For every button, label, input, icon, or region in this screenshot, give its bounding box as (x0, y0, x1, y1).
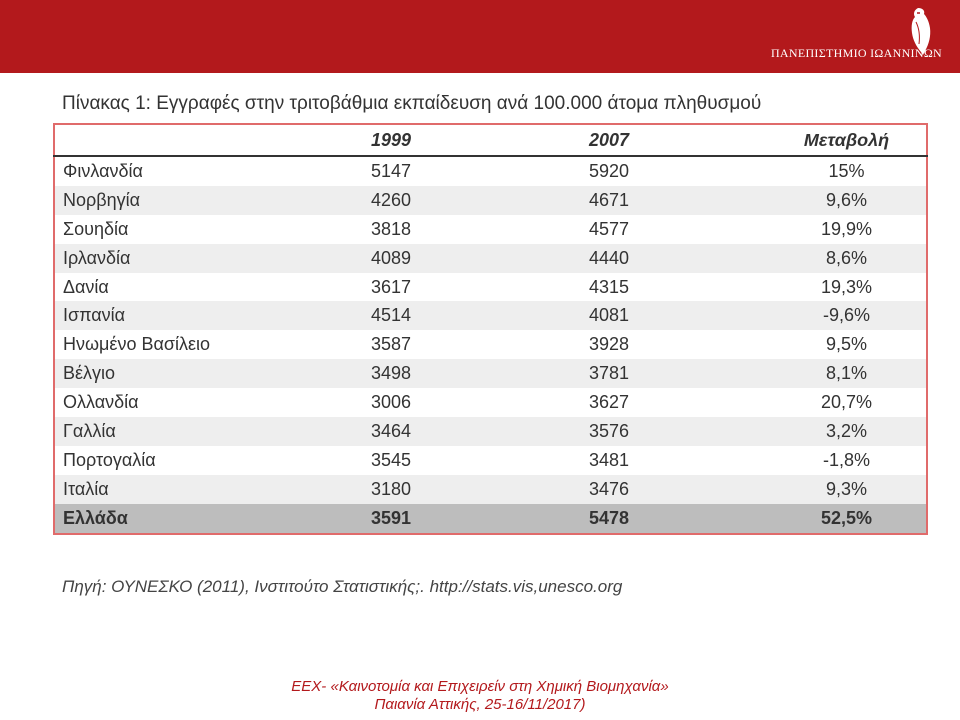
cell-2007: 3476 (589, 475, 767, 504)
cell-1999: 4089 (371, 244, 589, 273)
cell-change: 19,9% (767, 215, 927, 244)
cell-2007: 4440 (589, 244, 767, 273)
cell-1999: 3180 (371, 475, 589, 504)
cell-country: Ισπανία (54, 301, 371, 330)
header-banner (0, 0, 960, 73)
table-row (54, 215, 927, 244)
cell-2007: 4671 (589, 186, 767, 215)
cell-1999: 4260 (371, 186, 589, 215)
cell-1999: 3617 (371, 273, 589, 302)
cell-1999: 5147 (371, 156, 589, 186)
cell-change: 20,7% (767, 388, 927, 417)
cell-country: Ολλανδία (54, 388, 371, 417)
table-caption: Πίνακας 1: Εγγραφές στην τριτοβάθμια εκπαίδευση ανά 100.000 άτομα πληθυσμού (62, 93, 762, 114)
table-row (54, 244, 927, 273)
cell-2007: 4577 (589, 215, 767, 244)
cell-country: Σουηδία (54, 215, 371, 244)
cell-change: 9,6% (767, 186, 927, 215)
source-note: Πηγή: ΟΥΝΕΣΚΟ (2011), Ινστιτούτο Στατιστικής;. http://stats.vis,unesco.org (62, 577, 623, 596)
cell-2007: 4315 (589, 273, 767, 302)
table-row (54, 186, 927, 215)
cell-change: 3,2% (767, 417, 927, 446)
cell-2007: 5920 (589, 156, 767, 186)
cell-change: 8,6% (767, 244, 927, 273)
table-row (54, 330, 927, 359)
cell-2007: 3781 (589, 359, 767, 388)
cell-1999: 3818 (371, 215, 589, 244)
table-row (54, 475, 927, 504)
column-header-country (54, 124, 371, 156)
cell-country: Πορτογαλία (54, 446, 371, 475)
footer (0, 678, 960, 714)
cell-change: 15% (767, 156, 927, 186)
cell-1999: 4514 (371, 301, 589, 330)
cell-country: Νορβηγία (54, 186, 371, 215)
enrollment-table (53, 123, 928, 535)
cell-country: Ιρλανδία (54, 244, 371, 273)
cell-change: -9,6% (767, 301, 927, 330)
column-header-1999: 1999 (371, 124, 589, 156)
cell-2007: 5478 (589, 504, 767, 534)
cell-country: Δανία (54, 273, 371, 302)
cell-2007: 4081 (589, 301, 767, 330)
cell-change: 19,3% (767, 273, 927, 302)
column-header-2007: 2007 (589, 124, 767, 156)
cell-change: 9,3% (767, 475, 927, 504)
cell-1999: 3464 (371, 417, 589, 446)
table-total-row (54, 504, 927, 534)
column-header-change: Μεταβολή (767, 124, 927, 156)
cell-2007: 3627 (589, 388, 767, 417)
cell-change: 52,5% (767, 504, 927, 534)
cell-country: Βέλγιο (54, 359, 371, 388)
table-row (54, 417, 927, 446)
cell-1999: 3545 (371, 446, 589, 475)
cell-1999: 3498 (371, 359, 589, 388)
cell-country: Ηνωμένο Βασίλειο (54, 330, 371, 359)
cell-country: Ιταλία (54, 475, 371, 504)
footer-line-2: Παιανία Αττικής, 25-16/11/2017) (374, 696, 586, 713)
cell-2007: 3576 (589, 417, 767, 446)
cell-1999: 3587 (371, 330, 589, 359)
cell-change: 9,5% (767, 330, 927, 359)
cell-change: -1,8% (767, 446, 927, 475)
cell-country: Φινλανδία (54, 156, 371, 186)
footer-line-1: ΕΕΧ- «Καινοτομία και Επιχειρείν στη Χημική Βιομηχανία» (291, 678, 669, 695)
table-row (54, 359, 927, 388)
table-row (54, 301, 927, 330)
table-row (54, 156, 927, 186)
cell-1999: 3006 (371, 388, 589, 417)
cell-country: Γαλλία (54, 417, 371, 446)
table-row (54, 446, 927, 475)
cell-change: 8,1% (767, 359, 927, 388)
table-header-row (54, 124, 927, 156)
cell-1999: 3591 (371, 504, 589, 534)
cell-2007: 3928 (589, 330, 767, 359)
cell-country: Ελλάδα (54, 504, 371, 534)
table-row (54, 388, 927, 417)
table-row (54, 273, 927, 302)
university-name: ΠΑΝΕΠΙΣΤΗΜΙΟ ΙΩΑΝΝΙΝΩΝ (770, 46, 942, 60)
cell-2007: 3481 (589, 446, 767, 475)
